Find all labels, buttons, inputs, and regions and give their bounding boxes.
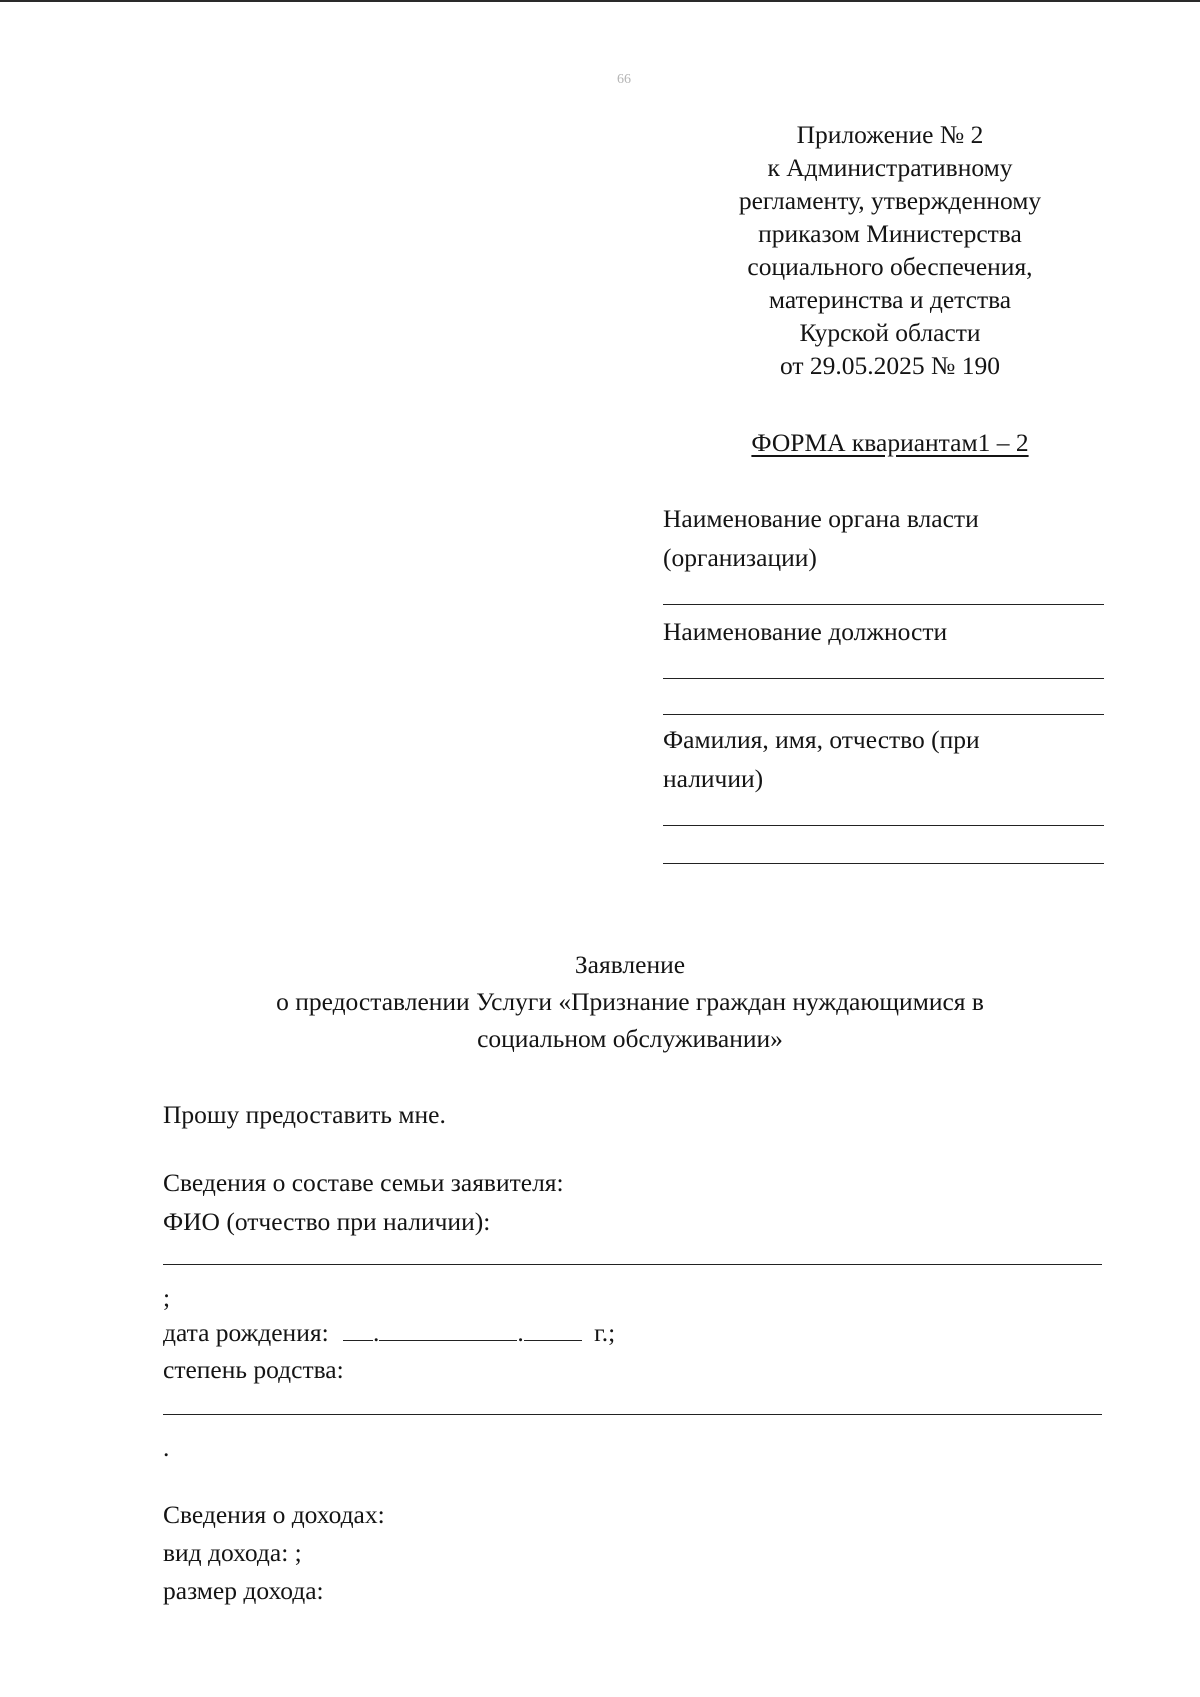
relation-period: . [163, 1433, 170, 1462]
fio-label-line-1: Фамилия, имя, отчество (при [663, 725, 980, 754]
annex-line: от 29.05.2025 № 190 [779, 351, 1000, 380]
birth-month-field[interactable] [379, 1318, 517, 1341]
annex-line: материнства и детства [768, 285, 1012, 314]
income-heading: Сведения о доходах: [163, 1500, 385, 1529]
annex-line: Курской области [799, 318, 981, 347]
birth-year-suffix: г.; [594, 1318, 616, 1347]
annex-line: социального обеспечения, [747, 252, 1033, 281]
family-semicolon: ; [163, 1283, 171, 1312]
annex-header [700, 118, 1080, 382]
family-heading: Сведения о составе семьи заявителя: [163, 1168, 564, 1197]
relation-fill-line[interactable] [163, 1414, 1102, 1415]
authority-label-line-1: Наименование органа власти [663, 504, 979, 533]
fio-fill-line-1[interactable] [663, 825, 1104, 826]
birth-day-field[interactable] [343, 1318, 373, 1341]
family-fio-label: ФИО (отчество при наличии): [163, 1207, 491, 1236]
fio-label [663, 720, 1105, 798]
application-title-block [170, 946, 1090, 1057]
position-fill-line-2[interactable] [663, 714, 1104, 715]
relation-label: степень родства: [163, 1355, 344, 1384]
request-text: Прошу предоставить мне. [163, 1100, 446, 1129]
birth-separator: . [517, 1318, 524, 1347]
application-title: Заявление [574, 950, 686, 979]
income-amount-label: размер дохода: [163, 1576, 324, 1605]
annex-line: приказом Министерства [758, 219, 1022, 248]
position-fill-line-1[interactable] [663, 678, 1104, 679]
annex-line: Приложение № 2 [796, 120, 984, 149]
fio-fill-line-2[interactable] [663, 863, 1104, 864]
birth-date-row [163, 1315, 615, 1350]
birth-date-label: дата рождения: [163, 1318, 329, 1347]
application-subtitle-line-1: о предоставлении Услуги «Признание граждан нуждающимися в [276, 987, 984, 1016]
family-fio-fill-line[interactable] [163, 1264, 1102, 1265]
annex-line: к Административному [767, 153, 1013, 182]
application-subtitle-line-2: социальном обслуживании» [477, 1024, 783, 1053]
scan-edge-line [0, 0, 1200, 2]
income-type-label: вид дохода: ; [163, 1538, 302, 1567]
authority-label [663, 499, 1105, 577]
birth-year-field[interactable] [524, 1318, 582, 1341]
birth-separator: . [373, 1318, 380, 1347]
authority-fill-line[interactable] [663, 604, 1104, 605]
annex-line: регламенту, утвержденному [738, 186, 1042, 215]
fio-label-line-2: наличии) [663, 764, 764, 793]
position-label: Наименование должности [663, 617, 948, 646]
page-number: 66 [617, 72, 631, 87]
authority-label-line-2: (организации) [663, 543, 817, 572]
form-title: ФОРМА квариантам1 – 2 [751, 428, 1029, 457]
